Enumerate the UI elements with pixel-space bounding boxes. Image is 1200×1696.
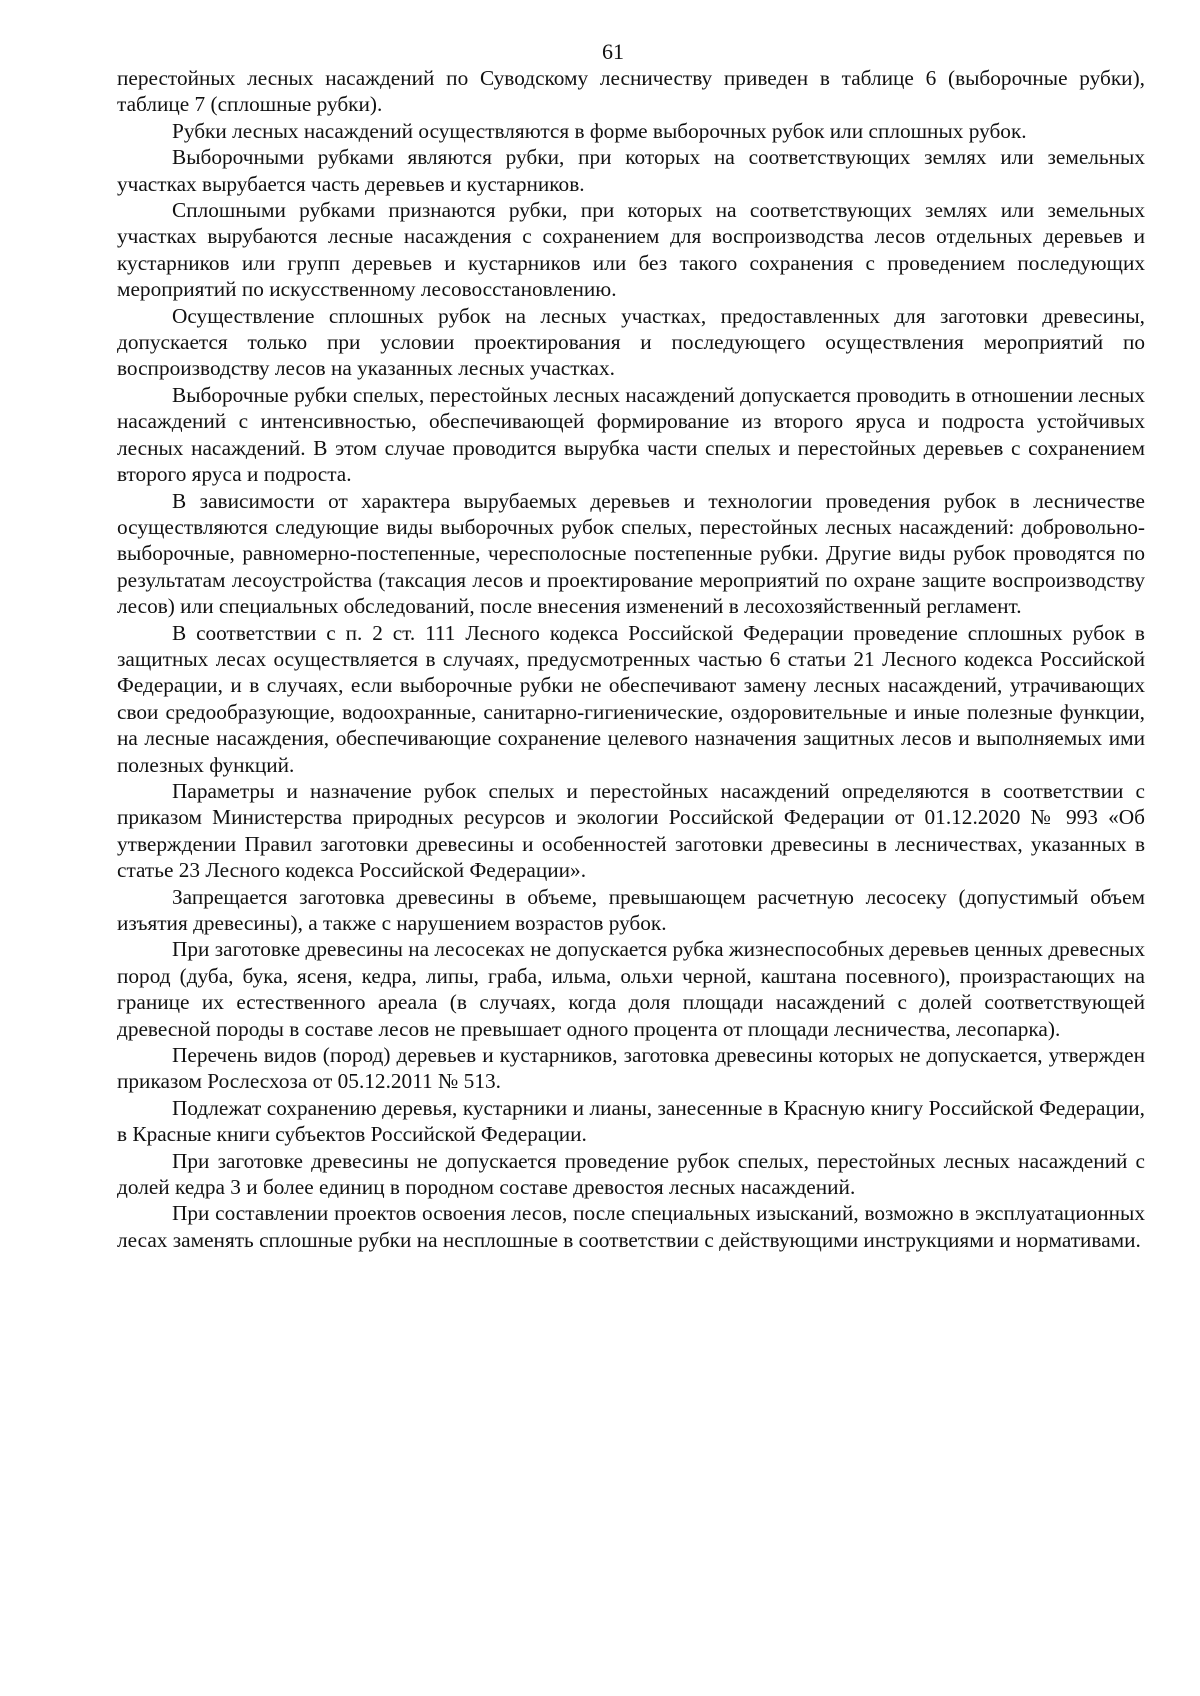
paragraph: Выборочными рубками являются рубки, при которых на соответствующих землях или земельных участках вырубается часть деревьев и кустарников. xyxy=(117,145,1145,196)
paragraph: При заготовке древесины на лесосеках не допускается рубка жизнеспособных деревьев ценных древесных пород (дуба, бука, ясеня, кедра, липы, граба, ильма, ольхи черной, каштана посевного), произрастающих на границе их естественного ареала (в случаях, когда доля площади насаждений с долей соответствующей древесной породы в составе лесов не превышает одного процента от площади лесничества, лесопарка). xyxy=(117,937,1145,1041)
body-text xyxy=(117,65,1145,1253)
paragraph: Параметры и назначение рубок спелых и перестойных насаждений определяются в соответствии с приказом Министерства природных ресурсов и экологии Российской Федерации от 01.12.2020 № 993 «Об утверждении Правил заготовки древесины и особенностей заготовки древесины в лесничествах, указанных в статье 23 Лесного кодекса Российской Федерации». xyxy=(117,778,1145,883)
paragraph: Подлежат сохранению деревья, кустарники и лианы, занесенные в Красную книгу Российской Федерации, в Красные книги субъектов Российской Федерации. xyxy=(117,1095,1145,1147)
paragraph: Рубки лесных насаждений осуществляются в форме выборочных рубок или сплошных рубок. xyxy=(172,118,1027,143)
paragraph: Запрещается заготовка древесины в объеме, превышающем расчетную лесосеку (допустимый объем изъятия древесины), а также с нарушением возрастов рубок. xyxy=(117,884,1145,935)
paragraph: При заготовке древесины не допускается проведение рубок спелых, перестойных лесных насаждений с долей кедра 3 и более единиц в породном составе древостоя лесных насаждений. xyxy=(117,1148,1145,1200)
paragraph: Сплошными рубками признаются рубки, при которых на соответствующих землях или земельных участках вырубаются лесные насаждения с сохранением для воспроизводства лесов отдельных деревьев и кустарников или групп деревьев и кустарников или без такого сохранения с проведением последующих мероприятий по искусственному лесовосстановлению. xyxy=(117,198,1145,302)
paragraph: Выборочные рубки спелых, перестойных лесных насаждений допускается проводить в отношении лесных насаждений с интенсивностью, обеспечивающей формирование из второго яруса и подроста устойчивых лесных насаждений. В этом случае проводится вырубка части спелых и перестойных деревьев с сохранением второго яруса и подроста. xyxy=(117,382,1145,487)
paragraph: В соответствии с п. 2 ст. 111 Лесного кодекса Российской Федерации проведение сплошных рубок в защитных лесах осуществляется в случаях, предусмотренных частью 6 статьи 21 Лесного кодекса Российской Федерации, и в случаях, если выборочные рубки не обеспечивают замену лесных насаждений, утрачивающих свои средообразующие, водоохранные, санитарно-гигиенические, оздоровительные и иные полезные функции, на лесные насаждения, обеспечивающие сохранение целевого назначения защитных лесов и выполняемых ими полезных функций. xyxy=(117,620,1145,777)
paragraph: При составлении проектов освоения лесов, после специальных изысканий, возможно в эксплуатационных лесах заменять сплошные рубки на несплошные в соответствии с действующими инструкциями и нормативами. xyxy=(117,1201,1145,1252)
paragraph: В зависимости от характера вырубаемых деревьев и технологии проведения рубок в лесничестве осуществляются следующие виды выборочных рубок спелых, перестойных лесных насаждений: добровольно-выборочные, равномерно-постепенные, чересполосные постепенные рубки. Другие виды рубок проводятся по результатам лесоустройства (таксация лесов и проектирование мероприятий по охране защите воспроизводству лесов) или специальных обследований, после внесения изменений в лесохозяйственный регламент. xyxy=(117,488,1145,619)
paragraph: Осуществление сплошных рубок на лесных участках, предоставленных для заготовки древесины, допускается только при условии проектирования и последующего осуществления мероприятий по воспроизводству лесов на указанных лесных участках. xyxy=(117,303,1145,381)
page-number: 61 xyxy=(602,39,624,64)
paragraph: перестойных лесных насаждений по Суводскому лесничеству приведен в таблице 6 (выборочные рубки), таблице 7 (сплошные рубки). xyxy=(117,66,1145,117)
paragraph: Перечень видов (пород) деревьев и кустарников, заготовка древесины которых не допускается, утвержден приказом Рослесхоза от 05.12.2011 № 513. xyxy=(117,1043,1145,1094)
